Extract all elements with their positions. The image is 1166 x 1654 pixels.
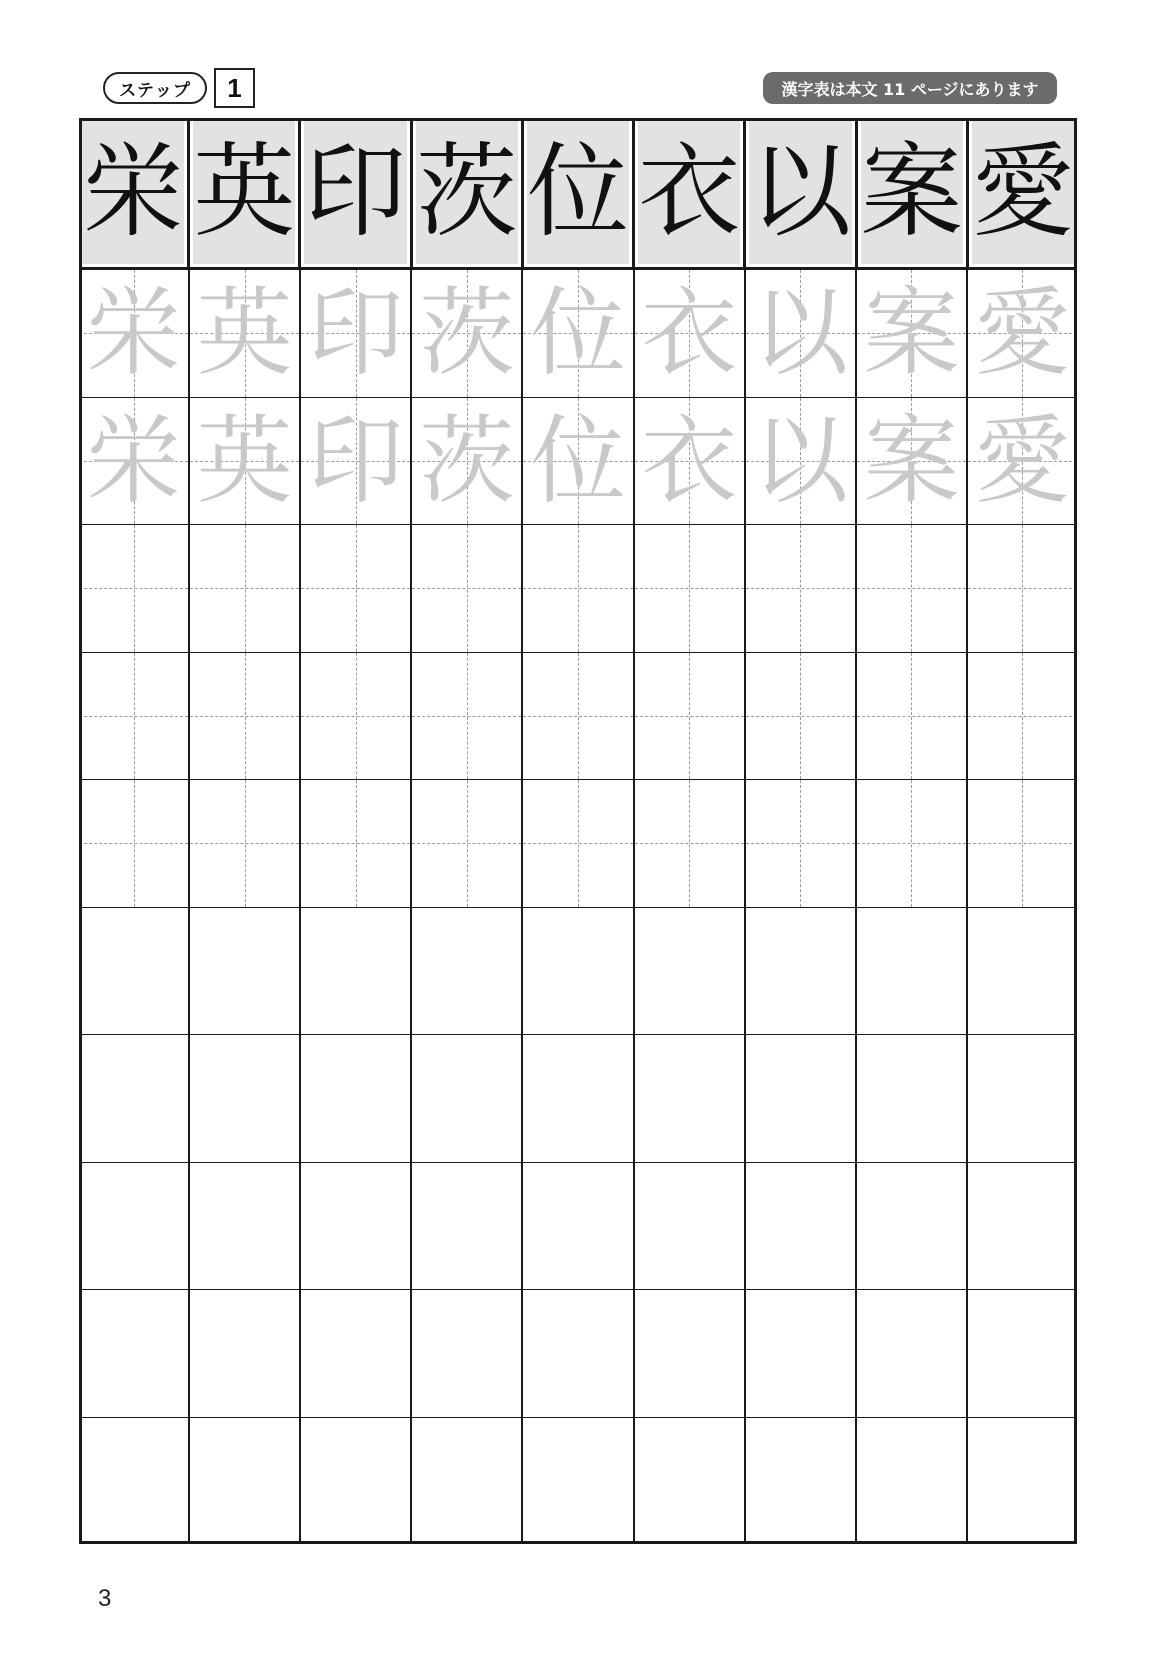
writing-cell (746, 1035, 857, 1162)
model-kanji-cell (635, 118, 746, 270)
model-kanji-character: 栄 (82, 121, 184, 264)
writing-cell (79, 653, 190, 780)
writing-cell (746, 1418, 857, 1545)
tracing-kanji-character: 案 (863, 404, 960, 517)
writing-cell (412, 1035, 523, 1162)
tracing-kanji-character: 位 (529, 404, 626, 517)
tracing-cell (968, 270, 1077, 397)
tracing-kanji-character: 以 (752, 277, 849, 390)
tracing-cell (968, 398, 1077, 525)
tracing-cell (190, 398, 301, 525)
tracing-cell (412, 398, 523, 525)
writing-cell (968, 1418, 1077, 1545)
writing-cell (523, 1163, 634, 1290)
writing-cell (746, 908, 857, 1035)
tracing-cell (857, 398, 968, 525)
model-kanji-character: 以 (749, 121, 851, 264)
tracing-row (79, 398, 1077, 526)
writing-cell (857, 908, 968, 1035)
step-label: ステップ (103, 72, 207, 104)
tracing-kanji-character: 愛 (974, 277, 1071, 390)
tracing-kanji-character: 栄 (85, 277, 182, 390)
writing-cell (79, 780, 190, 907)
writing-cell (412, 1418, 523, 1545)
tracing-cell (79, 270, 190, 397)
writing-cell (635, 525, 746, 652)
model-kanji-cell (524, 118, 635, 270)
tracing-kanji-character: 愛 (974, 404, 1071, 517)
tracing-cell (523, 398, 634, 525)
tracing-cell (301, 398, 412, 525)
writing-cell (301, 1163, 412, 1290)
tracing-cell (412, 270, 523, 397)
writing-cell (412, 1290, 523, 1417)
writing-cell (635, 780, 746, 907)
writing-cell (190, 1035, 301, 1162)
tracing-kanji-character: 衣 (641, 277, 738, 390)
model-kanji-cell (190, 118, 301, 270)
writing-cell (301, 1035, 412, 1162)
model-kanji-character: 衣 (638, 121, 740, 264)
writing-cell (968, 780, 1077, 907)
free-practice-row (79, 1290, 1077, 1418)
tracing-kanji-character: 印 (307, 404, 404, 517)
model-kanji-character: 茨 (416, 121, 518, 264)
tracing-cell (79, 398, 190, 525)
model-kanji-character: 印 (304, 121, 406, 264)
writing-cell (301, 780, 412, 907)
tracing-kanji-character: 茨 (418, 277, 515, 390)
writing-cell (79, 1163, 190, 1290)
tracing-cell (635, 398, 746, 525)
tracing-row (79, 270, 1077, 398)
free-practice-row (79, 1035, 1077, 1163)
writing-cell (190, 908, 301, 1035)
model-kanji-character: 愛 (972, 121, 1074, 264)
writing-cell (301, 908, 412, 1035)
free-practice-row (79, 1418, 1077, 1545)
practice-area (79, 270, 1077, 1544)
model-kanji-cell (858, 118, 969, 270)
writing-cell (968, 1290, 1077, 1417)
writing-cell (968, 908, 1077, 1035)
writing-cell (523, 780, 634, 907)
tracing-cell (190, 270, 301, 397)
writing-cell (523, 1418, 634, 1545)
tracing-kanji-character: 衣 (641, 404, 738, 517)
writing-cell (523, 653, 634, 780)
tracing-kanji-character: 英 (196, 277, 293, 390)
writing-cell (412, 780, 523, 907)
tracing-kanji-character: 印 (307, 277, 404, 390)
model-kanji-cell (969, 118, 1077, 270)
writing-cell (523, 908, 634, 1035)
writing-cell (635, 1418, 746, 1545)
tracing-cell (746, 398, 857, 525)
tracing-kanji-character: 案 (863, 277, 960, 390)
writing-cell (301, 1418, 412, 1545)
writing-cell (746, 1290, 857, 1417)
writing-cell (968, 1163, 1077, 1290)
writing-cell (635, 653, 746, 780)
kanji-practice-grid (79, 118, 1077, 1544)
tracing-cell (523, 270, 634, 397)
writing-cell (79, 1035, 190, 1162)
writing-cell (412, 525, 523, 652)
page-number: 3 (98, 1585, 112, 1612)
tracing-cell (746, 270, 857, 397)
tracing-cell (301, 270, 412, 397)
writing-cell (968, 653, 1077, 780)
writing-cell (190, 780, 301, 907)
model-kanji-character: 英 (193, 121, 295, 264)
model-kanji-character: 位 (527, 121, 629, 264)
writing-cell (523, 525, 634, 652)
writing-cell (857, 1035, 968, 1162)
writing-cell (635, 1290, 746, 1417)
writing-cell (857, 1418, 968, 1545)
writing-cell (746, 1163, 857, 1290)
writing-cell (412, 908, 523, 1035)
writing-cell (79, 525, 190, 652)
tracing-kanji-character: 栄 (85, 404, 182, 517)
model-kanji-character: 案 (861, 121, 963, 264)
writing-cell (190, 525, 301, 652)
writing-cell (635, 1163, 746, 1290)
writing-cell (79, 908, 190, 1035)
writing-cell (523, 1290, 634, 1417)
writing-cell (635, 1035, 746, 1162)
writing-cell (190, 653, 301, 780)
tracing-kanji-character: 位 (529, 277, 626, 390)
writing-cell (412, 653, 523, 780)
tracing-cell (857, 270, 968, 397)
writing-cell (857, 1290, 968, 1417)
writing-cell (746, 653, 857, 780)
writing-cell (857, 525, 968, 652)
writing-cell (857, 780, 968, 907)
writing-cell (190, 1290, 301, 1417)
writing-cell (857, 653, 968, 780)
model-kanji-cell (746, 118, 857, 270)
writing-cell (301, 653, 412, 780)
tracing-kanji-character: 英 (196, 404, 293, 517)
writing-cell (190, 1418, 301, 1545)
writing-cell (968, 525, 1077, 652)
writing-cell (635, 908, 746, 1035)
free-practice-row (79, 908, 1077, 1036)
tracing-cell (635, 270, 746, 397)
step-number: 1 (214, 68, 255, 108)
tracing-kanji-character: 以 (752, 404, 849, 517)
writing-cell (968, 1035, 1077, 1162)
writing-cell (301, 525, 412, 652)
guided-practice-row (79, 653, 1077, 781)
writing-cell (746, 525, 857, 652)
model-kanji-cell (413, 118, 524, 270)
writing-cell (412, 1163, 523, 1290)
writing-cell (857, 1163, 968, 1290)
writing-cell (301, 1290, 412, 1417)
model-kanji-cell (301, 118, 412, 270)
writing-cell (746, 780, 857, 907)
model-kanji-cell (79, 118, 190, 270)
tracing-kanji-character: 茨 (418, 404, 515, 517)
guided-practice-row (79, 525, 1077, 653)
writing-cell (523, 1035, 634, 1162)
free-practice-row (79, 1163, 1077, 1291)
writing-cell (190, 1163, 301, 1290)
writing-cell (79, 1290, 190, 1417)
kanji-table-reference-note: 漢字表は本文 11 ページにあります (763, 72, 1057, 104)
guided-practice-row (79, 780, 1077, 908)
model-kanji-row (79, 118, 1077, 270)
writing-cell (79, 1418, 190, 1545)
